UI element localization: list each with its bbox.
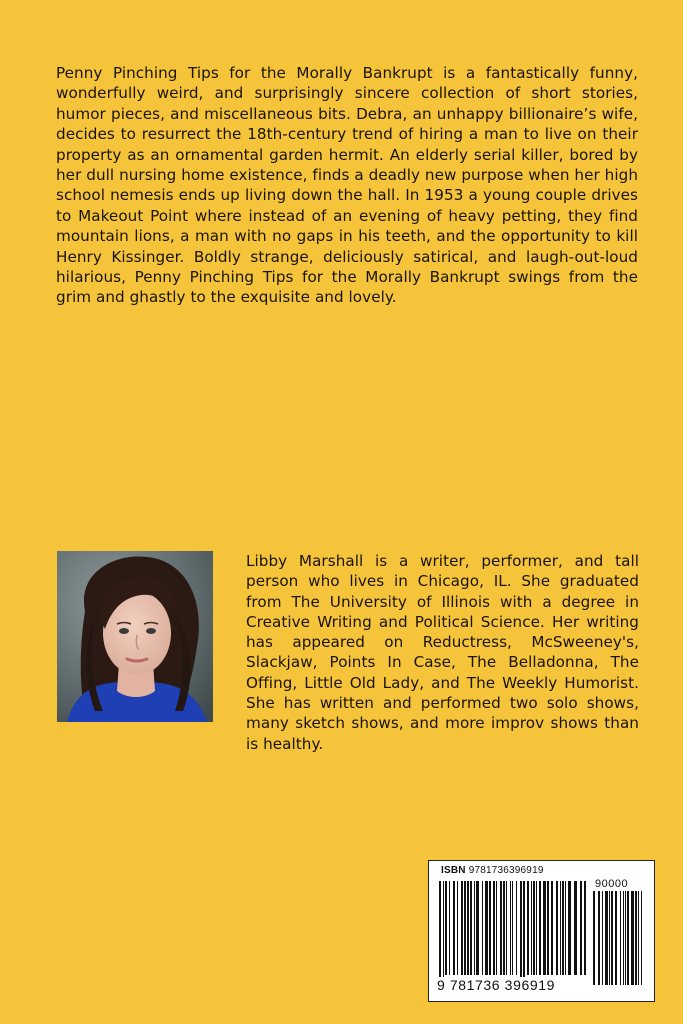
author-bio: Libby Marshall is a writer, performer, and tall person who lives in Chicago, IL. She graduated from The University of Illinois with a degree in Creative Writing and Political Science. Her writing has appeared on Reductress, McSweeney's, Slackjaw, Points In Case, The Belladonna, The Offing, Little Old Lady, and The Weekly Humorist. She has written and performed two solo shows, many sketch shows, and more improv shows than is healthy. [246, 552, 639, 753]
addon-barcode-bars [593, 891, 643, 985]
isbn-number: 9781736396919 [468, 865, 544, 876]
barcode-digits: 9 781736 396919 [437, 977, 555, 993]
isbn-label [441, 865, 544, 876]
ean-barcode-bars [439, 881, 587, 985]
isbn-barcode [428, 860, 655, 1002]
isbn-prefix: ISBN [441, 865, 466, 876]
price-addon-digits: 90000 [595, 878, 629, 890]
author-photo [57, 551, 213, 722]
book-description: Penny Pinching Tips for the Morally Bankrupt is a fantastically funny, wonderfully weird, and surprisingly sincere collection of short stories, humor pieces, and miscellaneous bits. Debra, an unhappy billionaire’s wife, decides to resurrect the 18th-century trend of hiring a man to live on their property as an ornamental garden hermit. An elderly serial killer, bored by her dull nursing home existence, finds a deadly new purpose when her high school nemesis ends up living down the hall. In 1953 a young couple drives to Makeout Point where instead of an evening of heavy petting, they find mountain lions, a man with no gaps in his teeth, and the opportunity to kill Henry Kissinger. Boldly strange, deliciously satirical, and laugh-out-loud hilarious, Penny Pinching Tips for the Morally Bankrupt swings from the grim and ghastly to the exquisite and lovely. [56, 64, 638, 307]
